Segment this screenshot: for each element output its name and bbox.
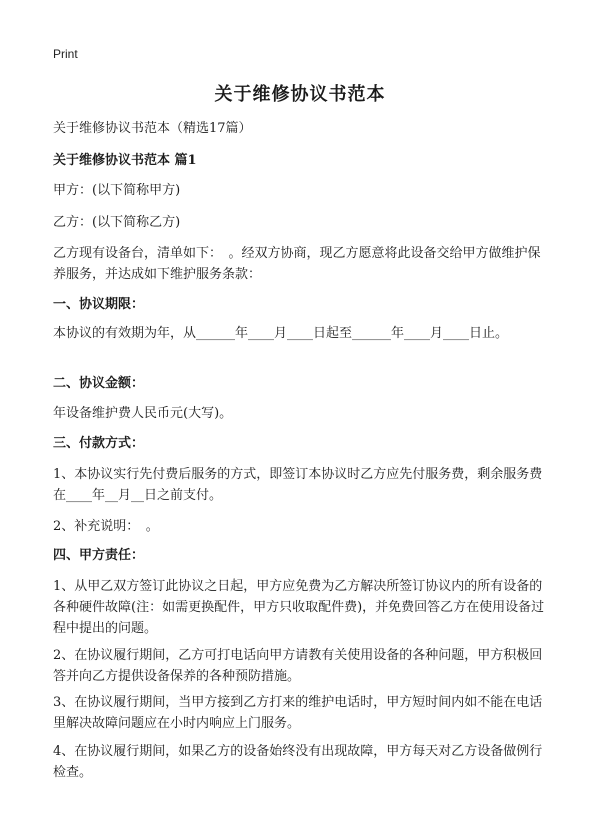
document-subtitle: 关于维修协议书范本（精选17篇） (53, 121, 252, 136)
party-b-line: 乙方：(以下简称乙方) (53, 215, 181, 230)
heading-amount: 二、协议金额： (53, 376, 145, 391)
document-title: 关于维修协议书范本 (214, 84, 386, 105)
payment-item-2: 2、补充说明： 。 (53, 519, 159, 534)
amount-paragraph: 年设备维护费人民币元(大写)。 (53, 406, 233, 421)
intro-paragraph: 乙方现有设备台，清单如下： 。经双方协商，现乙方愿意将此设备交给甲方做维护保养服务，并达成如下维护服务条款： (53, 246, 541, 282)
payment-item-1: 1、本协议实行先付费后服务的方式，即签订本协议时乙方应先付服务费，剩余服务费在____年__月__日之前支付。 (53, 467, 543, 503)
party-a-line: 甲方：(以下简称甲方) (53, 183, 181, 198)
term-paragraph: 本协议的有效期为年，从______年____月____日起至______年____月____日止。 (53, 326, 509, 341)
duty-item-4: 4、在协议履行期间，如果乙方的设备始终没有出现故障，甲方每天对乙方设备做例行检查。 (53, 744, 543, 780)
heading-term: 一、协议期限： (53, 297, 145, 312)
print-link[interactable]: Print (53, 47, 78, 61)
section-heading: 关于维修协议书范本 篇1 (53, 153, 197, 168)
heading-party-a-duty: 四、甲方责任： (53, 548, 145, 563)
heading-payment: 三、付款方式： (53, 436, 145, 451)
duty-item-2: 2、在协议履行期间，乙方可打电话向甲方请教有关使用设备的各种问题，甲方积极回答并向乙方提供设备保养的各种预防措施。 (53, 648, 543, 684)
duty-item-3: 3、在协议履行期间，当甲方接到乙方打来的维护电话时，甲方短时间内如不能在电话里解决故障问题应在小时内响应上门服务。 (53, 695, 543, 731)
duty-item-1: 1、从甲乙双方签订此协议之日起，甲方应免费为乙方解决所签订协议内的所有设备的各种硬件故障(注：如需更换配件，甲方只收取配件费)，并免费回答乙方在使用设备过程中提出的问题。 (53, 579, 545, 636)
